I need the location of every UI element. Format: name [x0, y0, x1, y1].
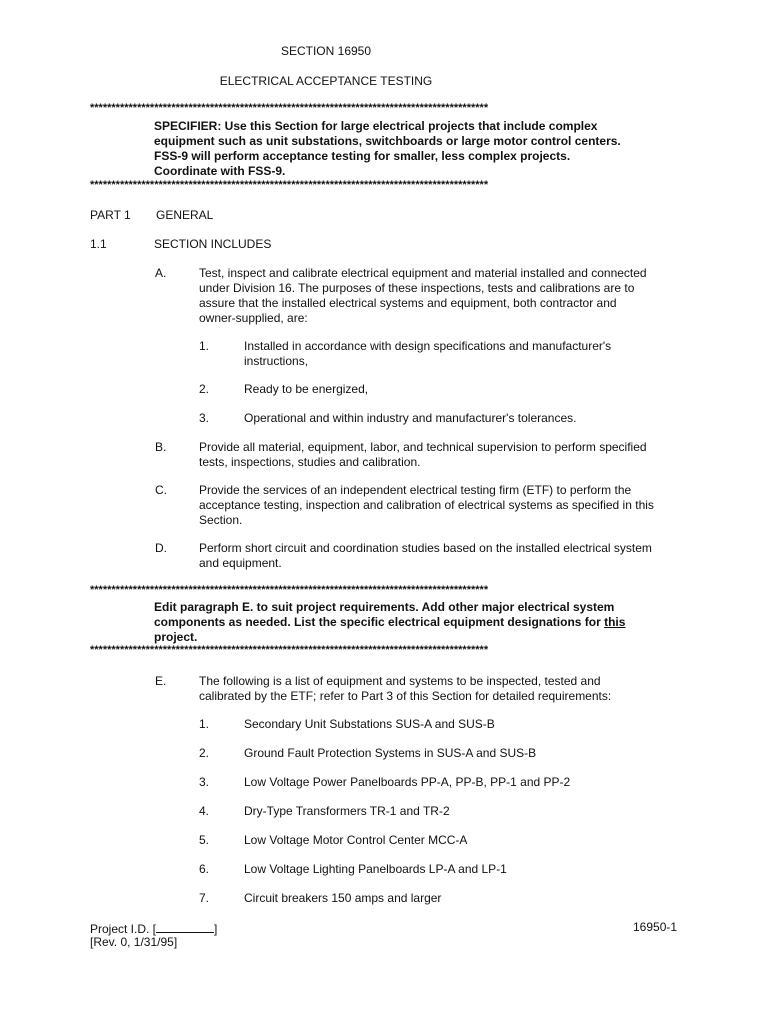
- equipment-item: Low Voltage Lighting Panelboards LP-A and LP-1: [244, 862, 507, 876]
- list-item-line: instructions,: [244, 354, 309, 368]
- equipment-item: Secondary Unit Substations SUS-A and SUS-B: [244, 717, 495, 731]
- list-item: [244, 382, 699, 397]
- part-label: PART 1: [90, 208, 131, 222]
- specifier-note-line: SPECIFIER: Use this Section for large electrical projects that include complex: [154, 119, 598, 133]
- paragraph-line: under Division 16. The purposes of these inspections, tests and calibrations are to: [199, 281, 635, 295]
- item-number: 2.: [199, 746, 210, 760]
- specifier-note-line: Coordinate with FSS-9.: [154, 164, 286, 178]
- paragraph-text: [199, 440, 699, 470]
- page-number: 16950-1: [633, 920, 678, 934]
- paragraph-label: D.: [155, 541, 167, 555]
- item-number: 7.: [199, 891, 210, 905]
- section-number: SECTION 16950: [280, 44, 372, 58]
- section-title: ELECTRICAL ACCEPTANCE TESTING: [219, 74, 433, 88]
- specifier-note: [154, 119, 694, 179]
- list-item-line: Ready to be energized,: [244, 382, 369, 396]
- note-border-top: *********************************************************************************************: [90, 584, 489, 596]
- list-item: [244, 411, 699, 426]
- paragraph-line: calibrated by the ETF; refer to Part 3 of this Section for detailed requirements:: [199, 689, 612, 703]
- note-border-bottom: *********************************************************************************************: [90, 179, 489, 191]
- article-title: SECTION INCLUDES: [154, 237, 272, 251]
- paragraph-text: [199, 674, 699, 704]
- equipment-item: Low Voltage Motor Control Center MCC-A: [244, 833, 468, 847]
- edit-note-line: Edit paragraph E. to suit project requirements. Add other major electrical system: [154, 600, 615, 614]
- item-number: 3.: [199, 775, 210, 789]
- paragraph-line: Test, inspect and calibrate electrical equipment and material installed and connected: [199, 266, 647, 280]
- paragraph-line: Section.: [199, 513, 243, 527]
- paragraph-line: assure that the installed electrical systems and equipment, both contractor and: [199, 296, 617, 310]
- specifier-note-line: FSS-9 will perform acceptance testing for smaller, less complex projects.: [154, 149, 571, 163]
- list-item: [244, 339, 699, 369]
- project-id-blank: [156, 920, 214, 933]
- item-number: 5.: [199, 833, 210, 847]
- equipment-item: Dry-Type Transformers TR-1 and TR-2: [244, 804, 450, 818]
- paragraph-line: owner-supplied, are:: [199, 311, 308, 325]
- edit-note-text: components as needed. List the specific electrical equipment designations for: [154, 615, 605, 629]
- equipment-item: Ground Fault Protection Systems in SUS-A and SUS-B: [244, 746, 537, 760]
- paragraph-label: E.: [155, 674, 167, 688]
- specifier-note-line: equipment such as unit substations, switchboards or large motor control centers.: [154, 134, 621, 148]
- item-number: 1.: [199, 339, 210, 353]
- item-number: 3.: [199, 411, 210, 425]
- list-item-line: Operational and within industry and manufacturer's tolerances.: [244, 411, 577, 425]
- item-number: 1.: [199, 717, 210, 731]
- note-border-bottom: *********************************************************************************************: [90, 644, 489, 656]
- note-border-top: *********************************************************************************************: [90, 102, 489, 114]
- paragraph-line: Perform short circuit and coordination studies based on the installed electrical system: [199, 541, 652, 555]
- list-item-line: Installed in accordance with design specifications and manufacturer's: [244, 339, 612, 353]
- edit-note: [154, 600, 694, 645]
- project-id-label: Project I.D. [: [90, 922, 157, 936]
- paragraph-line: acceptance testing, inspection and calibration of electrical systems as specified in this: [199, 498, 654, 512]
- item-number: 4.: [199, 804, 210, 818]
- edit-note-line: [154, 615, 694, 630]
- underlined-word: this: [604, 615, 626, 629]
- paragraph-line: Provide all material, equipment, labor, and technical supervision to perform specified: [199, 440, 647, 454]
- paragraph-label: A.: [155, 266, 167, 280]
- paragraph-text: [199, 541, 699, 571]
- equipment-item: Low Voltage Power Panelboards PP-A, PP-B, PP-1 and PP-2: [244, 775, 571, 789]
- part-title: GENERAL: [156, 208, 214, 222]
- equipment-item: Circuit breakers 150 amps and larger: [244, 891, 442, 905]
- project-id-close: ]: [214, 922, 218, 936]
- revision-note: [Rev. 0, 1/31/95]: [90, 935, 178, 949]
- item-number: 2.: [199, 382, 210, 396]
- paragraph-line: Provide the services of an independent electrical testing firm (ETF) to perform the: [199, 483, 632, 497]
- paragraph-text: [199, 483, 699, 528]
- paragraph-line: and equipment.: [199, 556, 282, 570]
- paragraph-line: tests, inspections, studies and calibration.: [199, 455, 421, 469]
- paragraph-line: The following is a list of equipment and systems to be inspected, tested and: [199, 674, 601, 688]
- paragraph-label: B.: [155, 440, 167, 454]
- paragraph-label: C.: [155, 483, 167, 497]
- article-number: 1.1: [90, 237, 107, 251]
- edit-note-line: project.: [154, 630, 198, 644]
- item-number: 6.: [199, 862, 210, 876]
- paragraph-text: [199, 266, 699, 326]
